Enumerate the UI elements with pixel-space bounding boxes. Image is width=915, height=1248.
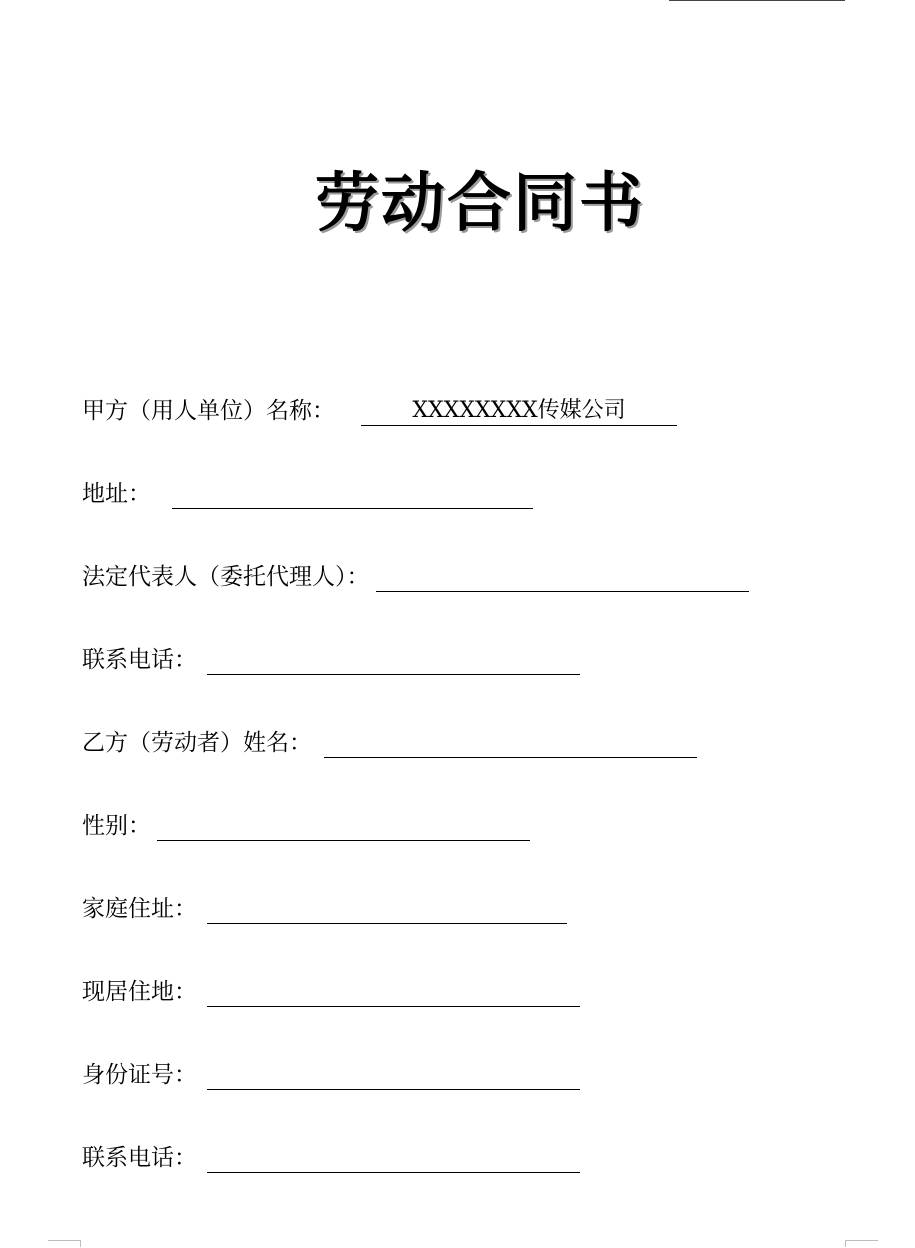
field-party-a-name — [82, 392, 677, 426]
document-title: 劳动合同书 — [315, 166, 645, 241]
field-label: 乙方（劳动者）姓名： — [82, 730, 312, 756]
home-address-value[interactable] — [207, 895, 567, 924]
field-legal-representative — [82, 558, 749, 592]
party-b-phone-value[interactable] — [207, 1144, 580, 1173]
field-label: 法定代表人（委托代理人）： — [82, 564, 370, 590]
field-label: 家庭住址： — [82, 896, 197, 922]
field-label: 联系电话： — [82, 1145, 197, 1171]
current-residence-value[interactable] — [207, 978, 580, 1007]
field-gender — [82, 807, 530, 841]
field-label: 性别： — [82, 813, 151, 839]
field-label: 地址： — [82, 481, 151, 507]
page-corner-mark — [48, 1240, 81, 1247]
field-label: 联系电话： — [82, 647, 197, 673]
field-id-number — [82, 1056, 580, 1090]
field-party-a-phone — [82, 641, 580, 675]
gender-value[interactable] — [157, 812, 530, 841]
party-a-name-value[interactable]: XXXXXXXX传媒公司 — [361, 397, 677, 426]
field-label: 现居住地： — [82, 979, 197, 1005]
address-value[interactable] — [172, 480, 533, 509]
field-home-address — [82, 890, 567, 924]
field-address — [82, 475, 533, 509]
id-number-value[interactable] — [207, 1061, 580, 1090]
header-rule — [669, 0, 845, 1]
field-label: 甲方（用人单位）名称： — [82, 398, 335, 424]
field-label: 身份证号： — [82, 1062, 197, 1088]
party-a-phone-value[interactable] — [207, 646, 580, 675]
field-current-residence — [82, 973, 580, 1007]
party-b-name-value[interactable] — [324, 729, 697, 758]
field-party-b-name — [82, 724, 697, 758]
legal-representative-value[interactable] — [376, 563, 749, 592]
field-party-b-phone — [82, 1139, 580, 1173]
page-corner-mark — [845, 1240, 878, 1247]
